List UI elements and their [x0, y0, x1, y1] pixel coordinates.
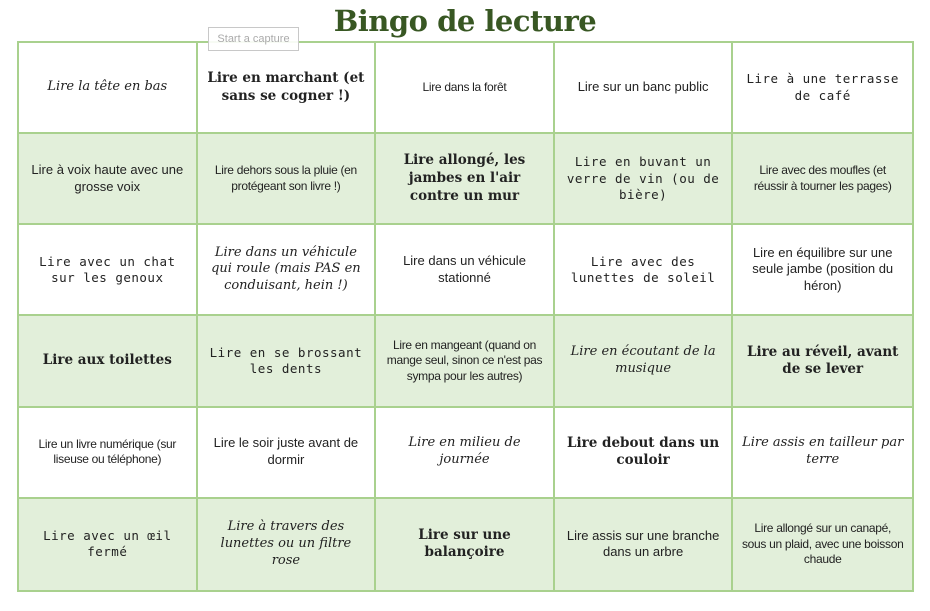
bingo-cell: Lire debout dans un couloir [555, 408, 734, 499]
bingo-cell: Lire dans la forêt [376, 43, 555, 134]
bingo-cell: Lire sur une balançoire [376, 499, 555, 590]
page-title: Bingo de lecture [333, 4, 597, 38]
bingo-cell: Lire en équilibre sur une seule jambe (position du héron) [733, 225, 912, 316]
bingo-cell: Lire dans un véhicule stationné [376, 225, 555, 316]
bingo-cell: Lire à travers des lunettes ou un filtre rose [198, 499, 377, 590]
bingo-cell: Lire à une terrasse de café [733, 43, 912, 134]
bingo-cell: Lire en mangeant (quand on mange seul, sinon ce n'est pas sympa pour les autres) [376, 316, 555, 407]
bingo-cell: Lire avec un œil fermé [19, 499, 198, 590]
bingo-cell: Lire en buvant un verre de vin (ou de bière) [555, 134, 734, 225]
bingo-cell: Lire assis sur une branche dans un arbre [555, 499, 734, 590]
bingo-cell: Lire en se brossant les dents [198, 316, 377, 407]
bingo-cell: Lire à voix haute avec une grosse voix [19, 134, 198, 225]
bingo-cell: Lire avec des lunettes de soleil [555, 225, 734, 316]
bingo-cell: Lire en écoutant de la musique [555, 316, 734, 407]
bingo-cell: Lire avec un chat sur les genoux [19, 225, 198, 316]
bingo-cell: Lire allongé sur un canapé, sous un plaid, avec une boisson chaude [733, 499, 912, 590]
bingo-cell: Lire au réveil, avant de se lever [733, 316, 912, 407]
bingo-cell: Lire la tête en bas [19, 43, 198, 134]
bingo-grid [17, 41, 914, 592]
bingo-cell: Lire un livre numérique (sur liseuse ou téléphone) [19, 408, 198, 499]
bingo-cell: Lire en marchant (et sans se cogner !) [198, 43, 377, 134]
bingo-cell: Lire assis en tailleur par terre [733, 408, 912, 499]
bingo-cell: Lire sur un banc public [555, 43, 734, 134]
bingo-cell: Lire avec des moufles (et réussir à tourner les pages) [733, 134, 912, 225]
bingo-cell: Lire le soir juste avant de dormir [198, 408, 377, 499]
bingo-cell: Lire dans un véhicule qui roule (mais PAS en conduisant, hein !) [198, 225, 377, 316]
bingo-cell: Lire aux toilettes [19, 316, 198, 407]
bingo-cell: Lire en milieu de journée [376, 408, 555, 499]
bingo-cell: Lire allongé, les jambes en l'air contre un mur [376, 134, 555, 225]
bingo-cell: Lire dehors sous la pluie (en protégeant son livre !) [198, 134, 377, 225]
start-capture-button[interactable]: Start a capture [208, 27, 299, 51]
